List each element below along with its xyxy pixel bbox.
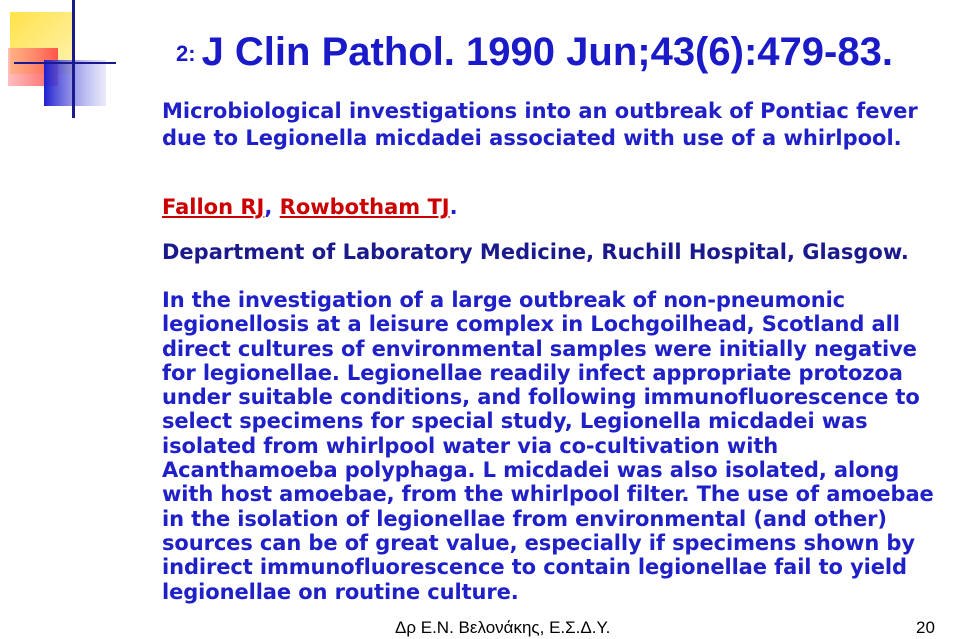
paper-title: Microbiological investigations into an outbreak of Pontiac fever due to Legionella micdadei associated with use of a whirlpool.: [162, 99, 918, 150]
decor-vertical-line: [72, 0, 75, 118]
decor-blue-square: [44, 60, 106, 106]
slide-title: [176, 28, 893, 78]
author-link-rowbotham[interactable]: Rowbotham TJ: [279, 195, 450, 219]
department: Department of Laboratory Medicine, Ruchill Hospital, Glasgow.: [162, 240, 909, 264]
abstract-text: In the investigation of a large outbreak of non-pneumonic legionellosis at a leisure complex in Lochgoilhead, Scotland all direct cultures of environmental samples were initially negative for legionellae. Legionellae readily infect appropriate protozoa under suitable conditions, and following immunofluorescence to select specimens for special study, Legionella micdadei was isolated from whirlpool water via co-cultivation with Acanthamoeba polyphaga. L micdadei was also isolated, along with host amoebae, from the whirlpool filter. The use of amoebae in the isolation of legionellae from environmental (and other) sources can be of great value, especially if specimens shown by indirect immunofluorescence to contain legionellae fail to yield legionellae on routine culture.: [162, 288, 934, 604]
author-list: [162, 194, 458, 221]
slide-title-number: 2:: [176, 41, 196, 66]
author-link-fallon[interactable]: Fallon RJ: [162, 195, 265, 219]
slide-title-text: J Clin Pathol. 1990 Jun;43(6):479-83.: [201, 30, 893, 74]
footer-author: Δρ Ε.Ν. Βελονάκης, Ε.Σ.Δ.Υ.: [395, 618, 611, 637]
author-end: .: [449, 195, 458, 219]
decor-horizontal-line: [14, 62, 116, 64]
page-number: 20: [916, 618, 935, 637]
author-separator: ,: [264, 195, 280, 219]
